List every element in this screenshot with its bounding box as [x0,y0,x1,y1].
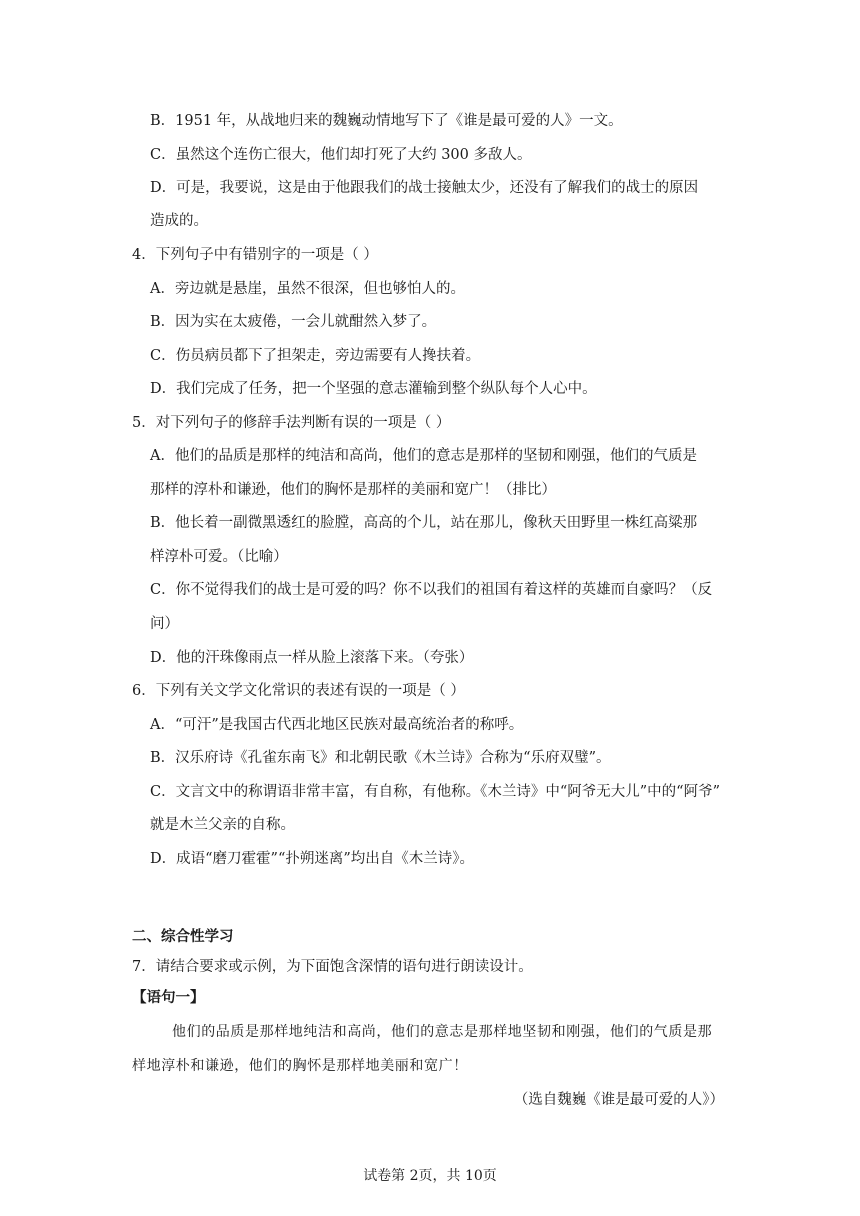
q3-option-b: B．1951 年，从战地归来的魏巍动情地写下了《谁是最可爱的人》一文。 [150,113,623,129]
q7-stem: 7．请结合要求或示例，为下面饱含深情的语句进行朗读设计。 [132,959,533,975]
q5-option-c-line1: C．你不觉得我们的战士是可爱的吗？你不以我们的祖国有着这样的英雄而自豪吗？（反 [150,582,713,598]
q6-option-a: A．“可汗”是我国古代西北地区民族对最高统治者的称呼。 [150,717,524,733]
q5-option-b-line2: 样淳朴可爱。（比喻） [150,549,288,565]
page-footer: 试卷第 2页，共 10页 [363,1168,497,1184]
q5-option-c-line2: 问） [150,616,179,632]
q6-option-d: D．成语“磨刀霍霍”“扑朔迷离”均出自《木兰诗》。 [150,851,475,867]
q3-option-c: C．虽然这个连伤亡很大，他们却打死了大约 300 多敌人。 [150,147,532,163]
q5-option-d: D．他的汗珠像雨点一样从脸上滚落下来。（夸张） [150,650,474,666]
q5-stem: 5．对下列句子的修辞手法判断有误的一项是（ ） [132,415,451,431]
q3-option-d-line1: D．可是，我要说，这是由于他跟我们的战士接触太少，还没有了解我们的战士的原因 [150,180,699,196]
q5-option-a-line1: A．他们的品质是那样的纯洁和高尚，他们的意志是那样的坚韧和刚强，他们的气质是 [150,448,697,464]
section-heading: 二、综合性学习 [132,929,234,945]
q4-option-d: D．我们完成了任务，把一个坚强的意志灌输到整个纵队每个人心中。 [150,381,597,397]
quote-line-2: 样地淳朴和谦逊，他们的胸怀是那样地美丽和宽广！ [132,1058,468,1074]
q4-stem: 4．下列句子中有错别字的一项是（ ） [132,247,378,263]
q6-option-b: B．汉乐府诗《孔雀东南飞》和北朝民歌《木兰诗》合称为“乐府双璧”。 [150,750,611,766]
q6-stem: 6．下列有关文学文化常识的表述有误的一项是（ ） [132,683,465,699]
q4-option-b: B．因为实在太疲倦，一会儿就酣然入梦了。 [150,314,437,330]
sentence-label: 【语句一】 [132,990,205,1006]
q4-option-c: C．伤员病员都下了担架走，旁边需要有人搀扶着。 [150,348,481,364]
q6-option-c-line1: C．文言文中的称谓语非常丰富，有自称，有他称。《木兰诗》中“阿爷无大儿”中的“阿爷” [150,784,720,800]
q6-option-c-line2: 就是木兰父亲的自称。 [150,817,295,833]
q3-option-d-line2: 造成的。 [150,213,208,229]
q4-option-a: A．旁边就是悬崖，虽然不很深，但也够怕人的。 [150,281,465,297]
quote-source: （选自魏巍《谁是最可爱的人》） [513,1092,724,1108]
q5-option-b-line1: B．他长着一副微黑透红的脸膛，高高的个儿，站在那儿，像秋天田野里一株红高粱那 [150,515,698,531]
q5-option-a-line2: 那样的淳朴和谦逊，他们的胸怀是那样的美丽和宽广！（排比） [150,482,556,498]
quote-line-1: 他们的品质是那样地纯洁和高尚，他们的意志是那样地坚韧和刚强，他们的气质是那 [172,1024,713,1040]
